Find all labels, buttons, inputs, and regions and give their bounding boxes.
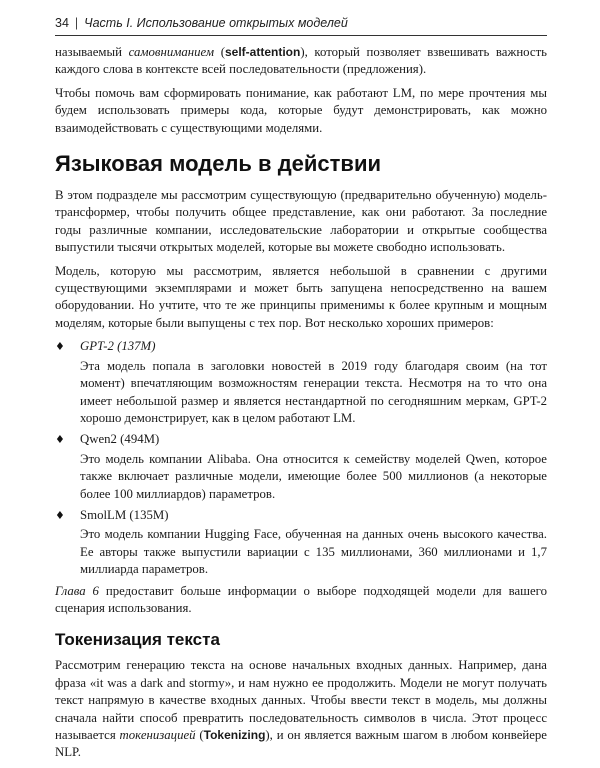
model-name-qwen2: Qwen2 (494M): [80, 432, 160, 447]
list-item: [55, 338, 547, 427]
diamond-bullet-icon: ♦: [55, 508, 65, 522]
running-header: [55, 16, 547, 30]
list-item: [55, 507, 547, 579]
model-name-gpt2: GPT-2 (137M): [80, 339, 156, 354]
chapter-reference: Глава 6: [55, 583, 99, 598]
header-rule: [55, 35, 547, 36]
term-self-attention-en: self-attention: [224, 45, 301, 59]
intro-p1-text-end: ), который позволяет взвешивать важность каждого слова в контексте всей последовательности (предложения).: [55, 45, 547, 77]
section1-paragraph-3: [55, 583, 547, 618]
intro-p1-text: называемый: [55, 45, 129, 59]
term-self-attention-ru: самовниманием: [128, 45, 215, 59]
section-heading-language-model: Языковая модель в действии: [55, 151, 382, 177]
section2-paragraph-1: [55, 657, 547, 761]
section1-paragraph-1: В этом подразделе мы рассмотрим существующую (предварительно обученную) модель-трансформер, чтобы получить общее представление, как они работают. За последние годы различные компании, исследовательские лаборатории и открытые сообщества выпустили тысячи открытых моделей, которые вы можете свободно использовать.: [55, 188, 547, 255]
section2-p1-text: Рассмотрим генерацию текста на основе начальных входных данных. Например, дана фраза «it was a dark and stormy», и нам нужно ее продолжить. Модели не могут получать текст напрямую в качестве входных данных. Чтобы ввести текст в модель, мы должны сначала найти способ превратить последовательность символов в числа. Этот процесс называется: [55, 658, 547, 742]
intro-paragraph-1: [55, 44, 547, 79]
diamond-bullet-icon: ♦: [55, 340, 65, 354]
intro-paragraph-2: Чтобы помочь вам сформировать понимание, как работают LM, по мере прочтения мы будем использовать примеры кода, которые будут демонстрировать, как можно взаимодействовать с существующими моделями.: [55, 85, 547, 135]
page-number: 34: [55, 16, 69, 30]
model-name-smollm: SmolLM (135M): [80, 507, 169, 522]
header-separator: |: [74, 16, 79, 30]
section1-p3-text: предоставит больше информации о выборе подходящей модели для вашего сценария использования.: [55, 583, 547, 615]
model-desc-gpt2: Эта модель попала в заголовки новостей в 2019 году благодаря своим (на тот момент) впечатляющим возможностям генерации текста. Несмотря на то что она имеет небольшой размер и является нестандартной по сегодняшним меркам, GPT-2 хорошо демонстрирует, как в целом работают LM.: [80, 358, 547, 425]
term-tokenization-ru: токенизацией: [119, 728, 196, 742]
section2-p1-paren: (: [195, 728, 204, 742]
intro-p1-paren: (: [214, 45, 225, 59]
running-title: Часть I. Использование открытых моделей: [84, 16, 348, 30]
section1-paragraph-2: Модель, которую мы рассмотрим, является небольшой в сравнении с другими существующими экземплярами и может быть запущена непосредственно на вашем оборудовании. Но учтите, что те же принципы применимы к более крупным и мощным моделям, которые были выпущены с тех пор. Вот несколько хороших примеров:: [55, 263, 547, 330]
section2-p1-text-end: ), и он является важным шагом в любом конвейере NLP.: [55, 728, 547, 760]
section-heading-tokenization: Токенизация текста: [55, 630, 220, 650]
diamond-bullet-icon: ♦: [55, 433, 65, 447]
page-body: [55, 44, 547, 768]
model-desc-qwen2: Это модель компании Alibaba. Она относится к семейству моделей Qwen, которое также включает различные модели, имеющие более 500 миллионов (а некоторые более 100 миллиардов) параметров.: [80, 451, 547, 501]
term-tokenizing-en: Tokenizing: [203, 728, 266, 742]
list-item: [55, 431, 547, 503]
model-desc-smollm: Это модель компании Hugging Face, обученная на данных очень высокого качества. Ее авторы также выпустили вариации с 135 миллионами, 360 миллионами и 1,7 миллиарда параметров.: [80, 527, 547, 577]
model-list: [55, 338, 547, 578]
